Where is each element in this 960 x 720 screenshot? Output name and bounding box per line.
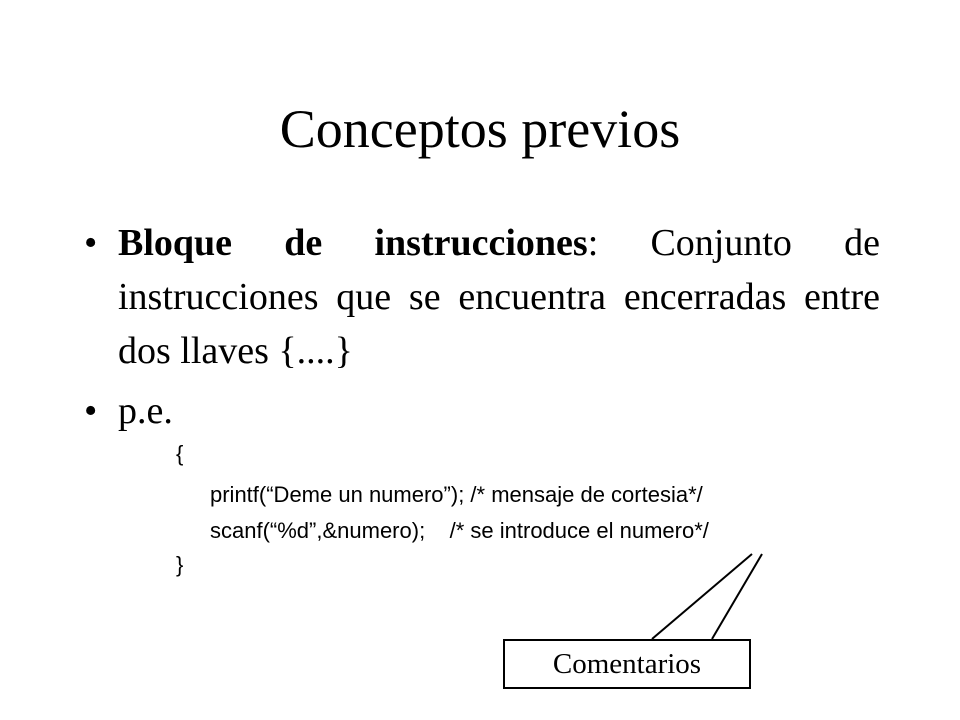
bullet-text [118, 384, 880, 438]
code-line-printf: printf(“Deme un numero”); /* mensaje de cortesia*/ [210, 482, 703, 507]
callout-label-box: Comentarios [503, 639, 751, 689]
bullet-description: p.e. [118, 390, 173, 432]
bullet-text [118, 216, 880, 378]
code-line-scanf: scanf(“%d”,&numero); /* se introduce el numero*/ [210, 518, 709, 543]
callout-pointer-left-line [652, 554, 752, 639]
bullet-description: : Conjunto de instrucciones que se encuentra encerradas entre dos llaves {....} [118, 222, 881, 372]
code-open-brace: { [176, 441, 184, 466]
bullet-marker: • [84, 222, 98, 264]
bullet-term: Bloque de instrucciones [118, 222, 588, 264]
slide-title: Conceptos previos [279, 99, 681, 159]
bullet-marker: • [84, 390, 98, 432]
callout-pointer-right-line [712, 554, 762, 639]
code-close-brace: } [176, 552, 184, 577]
